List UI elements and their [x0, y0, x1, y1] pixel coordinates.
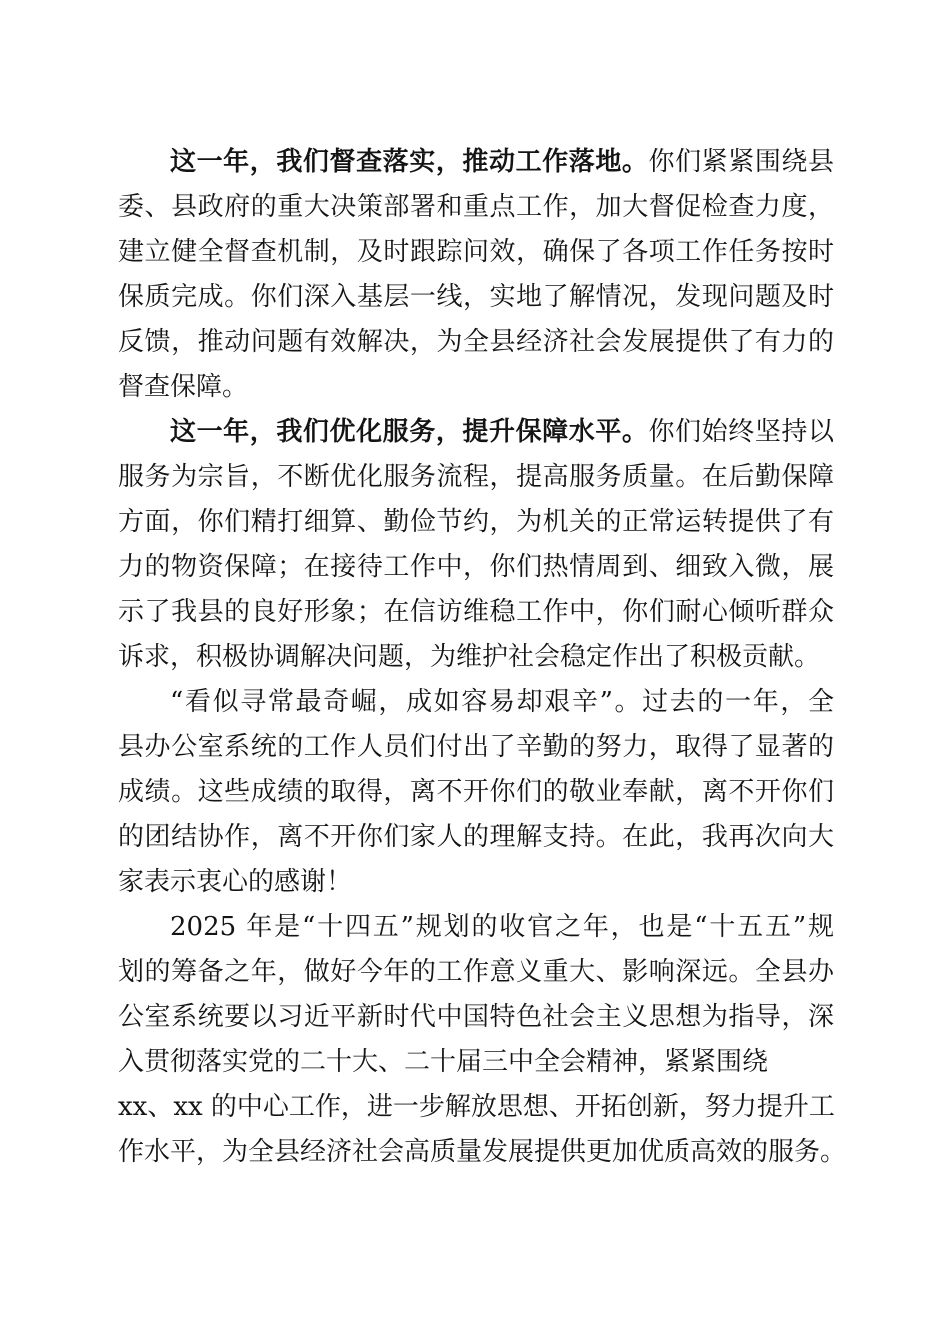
- paragraph-line: 力的物资保障；在接待工作中，你们热情周到、细致入微，展: [118, 552, 834, 582]
- paragraph-line: 成绩。这些成绩的取得，离不开你们的敬业奉献，离不开你们: [118, 777, 834, 807]
- paragraph-text: 你们紧紧围绕县: [648, 147, 834, 177]
- paragraph-first-line: 2025 年是“十四五”规划的收官之年，也是“十五五”规: [170, 912, 834, 942]
- paragraph-line: 家表示衷心的感谢！: [118, 867, 353, 897]
- paragraph-line: 委、县政府的重大决策部署和重点工作，加大督促检查力度，: [118, 192, 834, 222]
- paragraph-line: 方面，你们精打细算、勤俭节约，为机关的正常运转提供了有: [118, 507, 834, 537]
- paragraph-supervision: [118, 140, 834, 410]
- paragraph-line: 公室系统要以习近平新时代中国特色社会主义思想为指导，深: [118, 1002, 834, 1032]
- paragraph-line: xx、xx 的中心工作，进一步解放思想、开拓创新，努力提升工: [118, 1092, 835, 1122]
- paragraph-line: 示了我县的良好形象；在信访维稳工作中，你们耐心倾听群众: [118, 597, 834, 627]
- paragraph-outlook: [118, 905, 847, 1175]
- paragraph-thanks: [118, 680, 834, 905]
- paragraph-line: 建立健全督查机制，及时跟踪问效，确保了各项工作任务按时: [118, 237, 834, 267]
- paragraph-line: 督查保障。: [118, 372, 249, 402]
- paragraph-line: 服务为宗旨，不断优化服务流程，提高服务质量。在后勤保障: [118, 462, 834, 492]
- paragraph-line: 入贯彻落实党的二十大、二十届三中全会精神，紧紧围绕: [118, 1047, 769, 1077]
- paragraph-line: 划的筹备之年，做好今年的工作意义重大、影响深远。全县办: [118, 957, 834, 987]
- paragraph-lead: 这一年，我们督查落实，推动工作落地。: [170, 147, 649, 177]
- paragraph-line: 反馈，推动问题有效解决，为全县经济社会发展提供了有力的: [118, 327, 834, 357]
- document-body: [118, 140, 847, 1175]
- paragraph-first-line: “看似寻常最奇崛，成如容易却艰辛”。过去的一年，全: [170, 687, 834, 717]
- paragraph-text: 你们始终坚持以: [648, 417, 834, 447]
- paragraph-line: 县办公室系统的工作人员们付出了辛勤的努力，取得了显著的: [118, 732, 834, 762]
- paragraph-service: [118, 410, 834, 680]
- paragraph-first-line: [118, 410, 834, 455]
- paragraph-first-line: [118, 140, 834, 185]
- paragraph-line: 保质完成。你们深入基层一线，实地了解情况，发现问题及时: [118, 282, 834, 312]
- paragraph-line: 作水平，为全县经济社会高质量发展提供更加优质高效的服务。: [118, 1137, 847, 1167]
- paragraph-lead: 这一年，我们优化服务，提升保障水平。: [170, 417, 649, 447]
- paragraph-line: 的团结协作，离不开你们家人的理解支持。在此，我再次向大: [118, 822, 834, 852]
- paragraph-line: 诉求，积极协调解决问题，为维护社会稳定作出了积极贡献。: [118, 642, 821, 672]
